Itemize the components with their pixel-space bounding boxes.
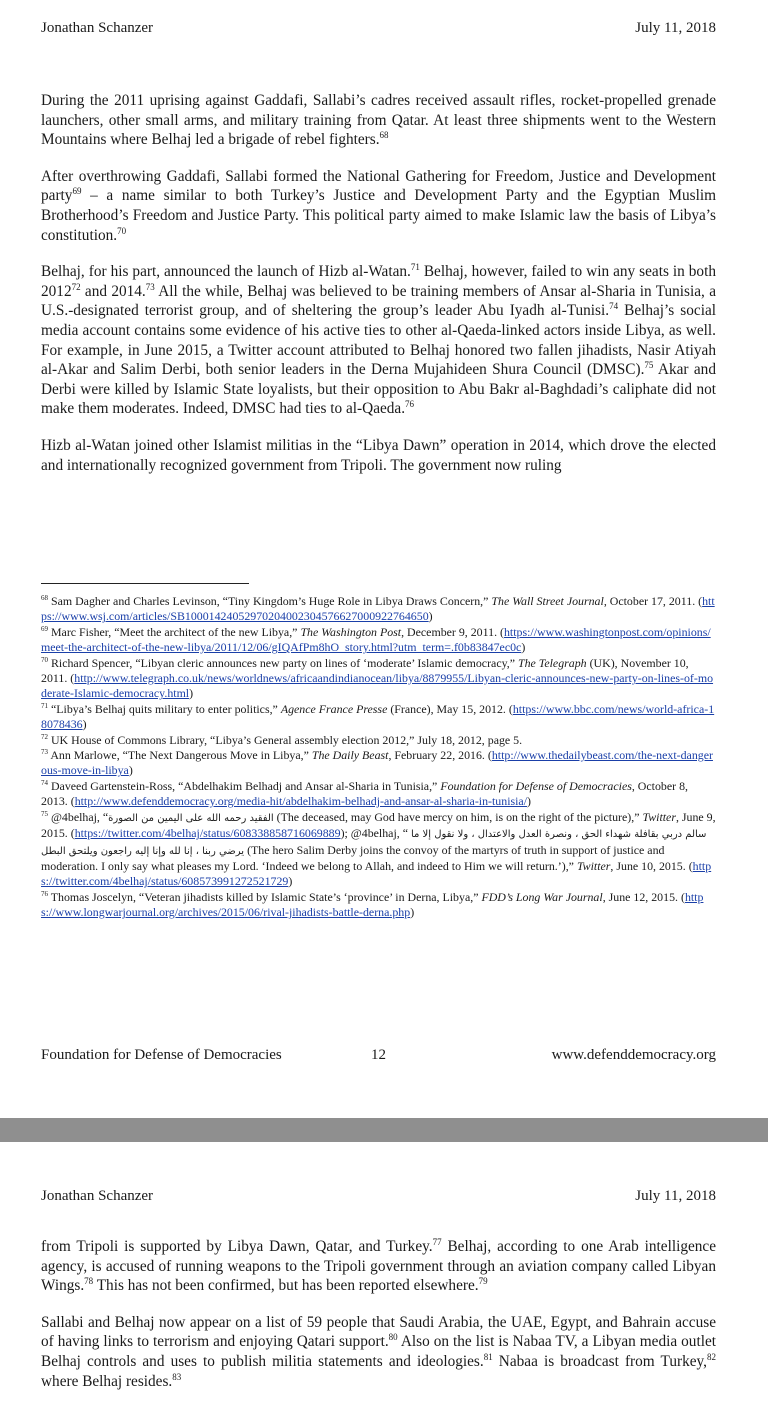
text-run: , October 8, 2013. ( bbox=[41, 778, 688, 809]
italic-title: Foundation for Defense of Democracies bbox=[440, 778, 632, 793]
footnote-marker: 77 bbox=[432, 1236, 442, 1247]
text-run: Akar and Derbi were killed by Islamic State loyalists, but their opposition to Abu Bakr al-Baghdadi’s caliphate did not make them moderates. Indeed, DMSC had ties to al-Qaeda. bbox=[41, 361, 716, 418]
header-author: Jonathan Schanzer bbox=[41, 20, 154, 36]
italic-title: The Daily Beast bbox=[311, 748, 389, 763]
footnote-marker: 74 bbox=[609, 301, 619, 312]
text-run: (UK), November 10, 2011. ( bbox=[41, 655, 689, 686]
text-run: ) bbox=[410, 905, 415, 920]
text-run: After overthrowing Gaddafi, Sallabi formed the National Gathering for Freedom, Justice and Development party bbox=[41, 167, 716, 205]
body-text bbox=[41, 91, 716, 492]
reference-link[interactable]: http://www.defenddemocracy.org/media-hit/abdelhakim-belhadj-and-ansar-al-sharia-in-tunisia/ bbox=[74, 794, 528, 809]
footer-organization: Foundation for Defense of Democracies bbox=[41, 1047, 282, 1063]
italic-title: FDD’s Long War Journal bbox=[481, 889, 603, 904]
footnote-marker: 71 bbox=[410, 262, 420, 273]
footnote bbox=[41, 733, 716, 748]
text-run: ) bbox=[189, 686, 194, 701]
footnote bbox=[41, 810, 716, 890]
footnote-marker: 82 bbox=[706, 1351, 716, 1362]
reference-link[interactable]: https://www.wsj.com/articles/SB10001424052970204002304576627000922764650 bbox=[41, 594, 715, 624]
footnote-separator bbox=[41, 583, 249, 584]
text-run: “Libya’s Belhaj quits military to enter politics,” bbox=[48, 701, 281, 716]
text-run: ) bbox=[521, 640, 526, 655]
footnote bbox=[41, 748, 716, 779]
text-run: (The hero Salim Derby joins the convoy of the martyrs of truth in support of justice and moderation. I only say what pleases my Lord. ‘Indeed we belong to Allah, and indeed to Him we will return.’),” bbox=[41, 842, 665, 873]
reference-link[interactable]: http://www.telegraph.co.uk/news/worldnews/africaandindianocean/libya/8879955/Libyan-cleric-announces-new-party-on-lines-of-moderate-Islamic-democracy.html bbox=[41, 671, 714, 701]
text-run: ) bbox=[527, 794, 531, 809]
body-text bbox=[41, 1237, 716, 1408]
text-run: (The deceased, may God have mercy on him, is on the right of the picture),” bbox=[273, 809, 643, 824]
footnote-marker: 75 bbox=[41, 809, 48, 818]
footnote-marker: 70 bbox=[117, 225, 127, 236]
italic-title: The Washington Post bbox=[300, 624, 402, 639]
reference-link[interactable]: https://www.longwarjournal.org/archives/2015/06/rival-jihadists-battle-derna.php bbox=[41, 889, 704, 920]
paragraph bbox=[41, 167, 716, 245]
footnote-marker: 68 bbox=[379, 130, 389, 141]
footnote-marker: 69 bbox=[41, 624, 48, 633]
arabic-quote: سالم دربي بقافلة شهداء الحق ، ونصرة العدل والاعتدال ، ولا نقول إلا ما يرضي ربنا ، إنا لله وإنا إليه راجعون ويلتحق البطل bbox=[41, 829, 707, 857]
footnote-marker: 73 bbox=[145, 281, 155, 292]
reference-link[interactable]: http://www.thedailybeast.com/the-next-dangerous-move-in-libya bbox=[41, 748, 713, 778]
footnote-marker: 78 bbox=[84, 1276, 94, 1287]
footnote bbox=[41, 779, 716, 810]
text-run: Sam Dagher and Charles Levinson, “Tiny Kingdom’s Huge Role in Libya Draws Concern,” bbox=[48, 594, 492, 608]
footnote-marker: 75 bbox=[644, 360, 654, 371]
footnote-marker: 69 bbox=[72, 186, 82, 197]
text-run: Marc Fisher, “Meet the architect of the new Libya,” bbox=[48, 624, 301, 639]
paragraph bbox=[41, 262, 716, 419]
text-run: ) bbox=[82, 717, 87, 732]
italic-title: Twitter bbox=[642, 809, 676, 824]
text-run: – a name similar to both Turkey’s Justice and Development Party and the Egyptian Muslim Brotherhood’s Freedom and Justice Party. This political party aimed to make Islamic law the basis of Libya’s constitution. bbox=[41, 187, 716, 244]
document-page-2 bbox=[0, 1142, 768, 1421]
paragraph bbox=[41, 1313, 716, 1391]
footnote bbox=[41, 625, 716, 656]
text-run: During the 2011 uprising against Gaddafi, Sallabi’s cadres received assault rifles, rocket-propelled grenade launchers, other small arms, and military training from Qatar. At least three shipments went to the Western Mountains where Belhaj led a brigade of rebel fighters. bbox=[41, 92, 716, 149]
footnote-marker: 74 bbox=[41, 778, 48, 787]
text-run: , June 9, 2015. ( bbox=[41, 809, 716, 841]
text-run: , December 9, 2011. ( bbox=[401, 624, 504, 639]
footnote bbox=[41, 702, 716, 733]
italic-title: Agence France Presse bbox=[280, 701, 388, 716]
text-run: ) bbox=[288, 874, 293, 889]
text-run: UK House of Commons Library, “Libya’s General assembly election 2012,” July 18, 2012, page 5. bbox=[48, 732, 523, 747]
footnote-marker: 72 bbox=[71, 281, 81, 292]
footnote bbox=[41, 656, 716, 702]
reference-link[interactable]: https://twitter.com/4belhaj/status/608573991272521729 bbox=[41, 858, 712, 889]
reference-link[interactable]: https://www.washingtonpost.com/opinions/meet-the-architect-of-the-new-libya/2011/12/06/gIQAfPm8hO_story.html?utm_term=.f0b83847ec0c bbox=[41, 624, 711, 655]
text-run: Thomas Joscelyn, “Veteran jihadists killed by Islamic State’s ‘province’ in Derna, Libya,” bbox=[48, 889, 482, 904]
text-run: Ann Marlowe, “The Next Dangerous Move in Libya,” bbox=[48, 748, 312, 763]
text-run: Also on the list is Nabaa TV, a Libyan media outlet Belhaj controls and uses to publish militia statements and ideologies. bbox=[41, 1333, 716, 1370]
text-run: ); @4belhaj, “ bbox=[340, 826, 411, 841]
text-run: This has not been confirmed, but has been reported elsewhere. bbox=[93, 1277, 479, 1295]
text-run: @4belhaj, “ bbox=[48, 809, 109, 824]
italic-title: The Telegraph bbox=[518, 655, 587, 670]
footnote-marker: 81 bbox=[483, 1351, 493, 1362]
italic-title: Twitter bbox=[576, 858, 611, 873]
page-number: 12 bbox=[371, 1047, 386, 1063]
text-run: Hizb al-Watan joined other Islamist militias in the “Libya Dawn” operation in 2014, which drove the elected and internationally recognized government from Tripoli. The government now ruling bbox=[41, 436, 716, 474]
reference-link[interactable]: https://twitter.com/4belhaj/status/608338858716069889 bbox=[74, 826, 341, 841]
paragraph bbox=[41, 436, 716, 475]
footnote-marker: 73 bbox=[41, 748, 48, 757]
footnote-marker: 79 bbox=[478, 1276, 488, 1287]
text-run: ) bbox=[128, 763, 133, 778]
text-run: Belhaj, according to one Arab intelligence agency, is accused of running weapons to the Tripoli government through an aviation company called Libyan Wings. bbox=[41, 1238, 716, 1295]
paragraph bbox=[41, 91, 716, 150]
footnote-marker: 72 bbox=[41, 732, 48, 741]
text-run: Belhaj, for his part, announced the launch of Hizb al-Watan. bbox=[41, 263, 411, 281]
text-run: Belhaj, however, failed to win any seats in both 2012 bbox=[41, 263, 716, 300]
text-run: Daveed Gartenstein-Ross, “Abdelhakim Belhadj and Ansar al-Sharia in Tunisia,” bbox=[48, 778, 441, 793]
text-run: Nabaa is broadcast from Turkey, bbox=[492, 1352, 707, 1370]
text-run: , June 12, 2015. ( bbox=[602, 889, 685, 904]
footnotes bbox=[41, 594, 716, 921]
page-separator bbox=[0, 1118, 768, 1142]
text-run: All the while, Belhaj was believed to be training members of Ansar al-Sharia in Tunisia, a U.S.-designated terrorist group, and of sheltering the group’s leader Abu Iyadh al-Tunisi. bbox=[41, 282, 716, 320]
footnote-marker: 70 bbox=[41, 655, 48, 664]
text-run: and 2014. bbox=[80, 282, 146, 300]
footnote-marker: 80 bbox=[388, 1332, 398, 1343]
text-run: where Belhaj resides. bbox=[41, 1372, 173, 1390]
text-run: , June 10, 2015. ( bbox=[610, 858, 693, 873]
footnote-marker: 68 bbox=[41, 594, 48, 603]
italic-title: The Wall Street Journal bbox=[491, 594, 604, 608]
text-run: (France), May 15, 2012. ( bbox=[387, 701, 513, 716]
footnote-marker: 76 bbox=[405, 399, 415, 410]
header-date: July 11, 2018 bbox=[635, 1188, 716, 1204]
text-run: Belhaj’s social media account contains some evidence of his active ties to other al-Qaeda-linked actors inside Libya, as well. For example, in June 2015, a Twitter account attributed to Belhaj honored two fallen jihadists, Nasir Atiyah al-Akar and Salim Derbi, both senior leaders in the Derna Mujahideen Shura Council (DMSC). bbox=[41, 302, 716, 379]
text-run: ) bbox=[428, 609, 433, 624]
footnote-marker: 71 bbox=[41, 701, 48, 710]
header-date: July 11, 2018 bbox=[635, 20, 716, 36]
text-run: Sallabi and Belhaj now appear on a list of 59 people that Saudi Arabia, the UAE, Egypt, and Bahrain accuse of having links to terrorism and enjoying Qatari support. bbox=[41, 1313, 716, 1351]
text-run: , October 17, 2011. ( bbox=[603, 594, 703, 608]
arabic-quote: الفقيد رحمه الله على اليمين من الصورة bbox=[108, 812, 274, 824]
header-author: Jonathan Schanzer bbox=[41, 1188, 154, 1204]
footnote-marker: 83 bbox=[172, 1371, 182, 1382]
paragraph bbox=[41, 1237, 716, 1296]
footnote bbox=[41, 594, 716, 625]
footnote bbox=[41, 890, 716, 921]
footnote-marker: 76 bbox=[41, 889, 48, 898]
text-run: , February 22, 2016. ( bbox=[388, 748, 492, 763]
reference-link[interactable]: https://www.bbc.com/news/world-africa-18078436 bbox=[41, 701, 715, 732]
footer-website: www.defenddemocracy.org bbox=[551, 1047, 716, 1063]
text-run: from Tripoli is supported by Libya Dawn, Qatar, and Turkey. bbox=[41, 1238, 433, 1255]
text-run: Richard Spencer, “Libyan cleric announces new party on lines of ‘moderate’ Islamic democracy,” bbox=[48, 655, 518, 670]
